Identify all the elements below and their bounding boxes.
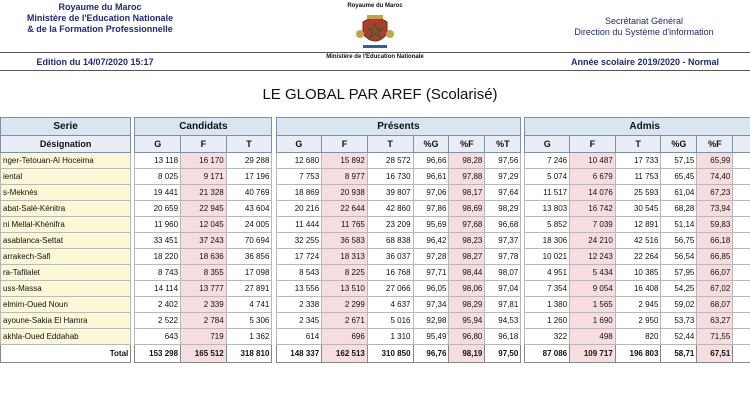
ppg-cell: 96,66 xyxy=(413,153,449,169)
af-cell: 7 039 xyxy=(570,217,616,233)
af-cell: 6 679 xyxy=(570,169,616,185)
ppf-cell: 96,80 xyxy=(449,329,485,345)
cf-cell: 37 243 xyxy=(181,233,227,249)
af-cell: 109 717 xyxy=(570,345,616,363)
ct-cell: 27 891 xyxy=(226,281,272,297)
pt-cell: 36 037 xyxy=(367,249,413,265)
cand-f-header: F xyxy=(181,136,227,153)
cf-cell: 9 171 xyxy=(181,169,227,185)
total-label: Total xyxy=(1,345,131,363)
ppg-cell: 95,69 xyxy=(413,217,449,233)
school-year: Année scolaire 2019/2020 - Normal xyxy=(570,57,720,67)
designation-cell: arrakech-Safi xyxy=(1,249,131,265)
empty-cell xyxy=(733,217,750,233)
empty-cell xyxy=(733,233,750,249)
table-row xyxy=(1,185,750,201)
apf-cell: 68,07 xyxy=(697,297,733,313)
ag-cell: 5 852 xyxy=(525,217,570,233)
ppg-cell: 95,49 xyxy=(413,329,449,345)
cf-cell: 18 636 xyxy=(181,249,227,265)
pres-g-header: G xyxy=(276,136,322,153)
candidats-header: Candidats xyxy=(135,118,272,136)
coat-of-arms-icon xyxy=(355,12,395,52)
ppg-cell: 97,86 xyxy=(413,201,449,217)
ppg-cell: 96,76 xyxy=(413,345,449,363)
pg-cell: 13 556 xyxy=(276,281,322,297)
pg-cell: 8 543 xyxy=(276,265,322,281)
adm-g-header: G xyxy=(525,136,570,153)
apg-cell: 56,75 xyxy=(661,233,697,249)
empty-cell xyxy=(733,249,750,265)
table-row xyxy=(1,329,750,345)
pf-cell: 15 892 xyxy=(322,153,368,169)
ag-cell: 10 021 xyxy=(525,249,570,265)
cg-cell: 2 522 xyxy=(135,313,181,329)
apf-cell: 66,85 xyxy=(697,249,733,265)
directorate-line-1: Secrétariat Général xyxy=(604,16,684,26)
ppg-cell: 97,71 xyxy=(413,265,449,281)
ag-cell: 7 246 xyxy=(525,153,570,169)
center-top-label: Royaume du Maroc xyxy=(347,3,403,9)
ppg-cell: 97,34 xyxy=(413,297,449,313)
ag-cell: 1 260 xyxy=(525,313,570,329)
ag-cell: 322 xyxy=(525,329,570,345)
apg-cell: 68,28 xyxy=(661,201,697,217)
pt-cell: 39 807 xyxy=(367,185,413,201)
ministry-header xyxy=(0,2,200,35)
cf-cell: 2 339 xyxy=(181,297,227,313)
pg-cell: 2 345 xyxy=(276,313,322,329)
ag-cell: 13 803 xyxy=(525,201,570,217)
pg-cell: 2 338 xyxy=(276,297,322,313)
cg-cell: 643 xyxy=(135,329,181,345)
top-divider xyxy=(0,52,750,53)
cf-cell: 22 945 xyxy=(181,201,227,217)
presents-header: Présents xyxy=(276,118,521,136)
pf-cell: 2 671 xyxy=(322,313,368,329)
apf-cell: 74,40 xyxy=(697,169,733,185)
ppf-cell: 97,88 xyxy=(449,169,485,185)
at-cell: 22 264 xyxy=(615,249,661,265)
designation-cell: ni Mellal-Khénifra xyxy=(1,217,131,233)
table-row xyxy=(1,153,750,169)
apg-cell: 65,45 xyxy=(661,169,697,185)
ppg-cell: 97,28 xyxy=(413,249,449,265)
pf-cell: 20 938 xyxy=(322,185,368,201)
apf-cell: 71,55 xyxy=(697,329,733,345)
pt-cell: 68 838 xyxy=(367,233,413,249)
ppt-cell: 97,29 xyxy=(485,169,521,185)
pf-cell: 8 225 xyxy=(322,265,368,281)
ppt-cell: 97,64 xyxy=(485,185,521,201)
af-cell: 9 054 xyxy=(570,281,616,297)
ag-cell: 1 380 xyxy=(525,297,570,313)
cg-cell: 2 402 xyxy=(135,297,181,313)
adm-t-header: T xyxy=(615,136,661,153)
apg-cell: 58,71 xyxy=(661,345,697,363)
ppt-cell: 97,04 xyxy=(485,281,521,297)
sub-header-row xyxy=(1,136,750,153)
pt-cell: 4 637 xyxy=(367,297,413,313)
ct-cell: 70 694 xyxy=(226,233,272,249)
ministry-line-1: Royaume du Maroc xyxy=(58,2,142,12)
pg-cell: 7 753 xyxy=(276,169,322,185)
cg-cell: 8 743 xyxy=(135,265,181,281)
apf-cell: 65,99 xyxy=(697,153,733,169)
apf-cell: 67,51 xyxy=(697,345,733,363)
table-row xyxy=(1,313,750,329)
ppt-cell: 97,81 xyxy=(485,297,521,313)
adm-extra-header xyxy=(733,136,750,153)
ct-cell: 1 362 xyxy=(226,329,272,345)
empty-cell xyxy=(733,281,750,297)
table-row xyxy=(1,265,750,281)
cg-cell: 19 441 xyxy=(135,185,181,201)
ppg-cell: 96,05 xyxy=(413,281,449,297)
at-cell: 25 593 xyxy=(615,185,661,201)
ppt-cell: 97,50 xyxy=(485,345,521,363)
pf-cell: 22 644 xyxy=(322,201,368,217)
ct-cell: 17 098 xyxy=(226,265,272,281)
pg-cell: 11 444 xyxy=(276,217,322,233)
cf-cell: 13 777 xyxy=(181,281,227,297)
pf-cell: 11 765 xyxy=(322,217,368,233)
pt-cell: 5 016 xyxy=(367,313,413,329)
serie-header: Serie xyxy=(1,118,131,136)
pf-cell: 13 510 xyxy=(322,281,368,297)
pt-cell: 42 860 xyxy=(367,201,413,217)
ct-cell: 29 288 xyxy=(226,153,272,169)
ppf-cell: 98,27 xyxy=(449,249,485,265)
ppg-cell: 96,61 xyxy=(413,169,449,185)
empty-cell xyxy=(733,313,750,329)
group-header-row xyxy=(1,118,750,136)
empty-cell xyxy=(733,297,750,313)
ct-cell: 4 741 xyxy=(226,297,272,313)
cf-cell: 21 328 xyxy=(181,185,227,201)
total-row xyxy=(1,345,750,363)
at-cell: 12 891 xyxy=(615,217,661,233)
designation-cell: nger-Tetouan-Al Hoceima xyxy=(1,153,131,169)
apg-cell: 54,25 xyxy=(661,281,697,297)
af-cell: 16 742 xyxy=(570,201,616,217)
ppf-cell: 97,68 xyxy=(449,217,485,233)
directorate-line-2: Direction du Système d'information xyxy=(574,27,714,37)
designation-cell: asablanca-Settat xyxy=(1,233,131,249)
ppt-cell: 96,18 xyxy=(485,329,521,345)
ag-cell: 5 074 xyxy=(525,169,570,185)
ppf-cell: 98,19 xyxy=(449,345,485,363)
at-cell: 42 516 xyxy=(615,233,661,249)
ppf-cell: 98,23 xyxy=(449,233,485,249)
ppf-cell: 98,44 xyxy=(449,265,485,281)
pt-cell: 28 572 xyxy=(367,153,413,169)
pg-cell: 148 337 xyxy=(276,345,322,363)
at-cell: 30 545 xyxy=(615,201,661,217)
table-row xyxy=(1,297,750,313)
ppt-cell: 97,37 xyxy=(485,233,521,249)
results-table xyxy=(0,117,750,363)
ag-cell: 11 517 xyxy=(525,185,570,201)
designation-cell: akhla-Oued Eddahab xyxy=(1,329,131,345)
adm-pg-header: %G xyxy=(661,136,697,153)
empty-cell xyxy=(733,345,750,363)
apg-cell: 61,04 xyxy=(661,185,697,201)
pf-cell: 696 xyxy=(322,329,368,345)
empty-cell xyxy=(733,185,750,201)
ppt-cell: 96,68 xyxy=(485,217,521,233)
ag-cell: 87 086 xyxy=(525,345,570,363)
af-cell: 12 243 xyxy=(570,249,616,265)
ppt-cell: 97,78 xyxy=(485,249,521,265)
pt-cell: 16 730 xyxy=(367,169,413,185)
cf-cell: 719 xyxy=(181,329,227,345)
af-cell: 1 565 xyxy=(570,297,616,313)
af-cell: 10 487 xyxy=(570,153,616,169)
ppg-cell: 97,06 xyxy=(413,185,449,201)
ct-cell: 36 856 xyxy=(226,249,272,265)
center-bottom-label: Ministère de l'Education Nationale xyxy=(326,54,424,60)
designation-cell: s-Meknès xyxy=(1,185,131,201)
ag-cell: 18 306 xyxy=(525,233,570,249)
ct-cell: 40 769 xyxy=(226,185,272,201)
af-cell: 5 434 xyxy=(570,265,616,281)
apf-cell: 67,23 xyxy=(697,185,733,201)
pres-f-header: F xyxy=(322,136,368,153)
apg-cell: 57,95 xyxy=(661,265,697,281)
ct-cell: 5 306 xyxy=(226,313,272,329)
ppf-cell: 98,29 xyxy=(449,297,485,313)
pt-cell: 1 310 xyxy=(367,329,413,345)
pres-pt-header: %T xyxy=(485,136,521,153)
pg-cell: 17 724 xyxy=(276,249,322,265)
pf-cell: 162 513 xyxy=(322,345,368,363)
apf-cell: 66,18 xyxy=(697,233,733,249)
af-cell: 24 210 xyxy=(570,233,616,249)
af-cell: 1 690 xyxy=(570,313,616,329)
apg-cell: 57,15 xyxy=(661,153,697,169)
apf-cell: 73,94 xyxy=(697,201,733,217)
designation-cell: iental xyxy=(1,169,131,185)
pg-cell: 20 216 xyxy=(276,201,322,217)
at-cell: 2 945 xyxy=(615,297,661,313)
cg-cell: 13 118 xyxy=(135,153,181,169)
at-cell: 820 xyxy=(615,329,661,345)
pf-cell: 18 313 xyxy=(322,249,368,265)
af-cell: 14 076 xyxy=(570,185,616,201)
empty-cell xyxy=(733,329,750,345)
pres-pf-header: %F xyxy=(449,136,485,153)
ppg-cell: 92,98 xyxy=(413,313,449,329)
admis-header: Admis xyxy=(525,118,750,136)
pf-cell: 36 583 xyxy=(322,233,368,249)
cg-cell: 20 659 xyxy=(135,201,181,217)
at-cell: 11 753 xyxy=(615,169,661,185)
pt-cell: 27 066 xyxy=(367,281,413,297)
ct-cell: 318 810 xyxy=(226,345,272,363)
ppt-cell: 98,29 xyxy=(485,201,521,217)
ppf-cell: 98,06 xyxy=(449,281,485,297)
designation-cell: uss-Massa xyxy=(1,281,131,297)
cand-t-header: T xyxy=(226,136,272,153)
cg-cell: 33 451 xyxy=(135,233,181,249)
designation-cell: abat-Salé-Kénitra xyxy=(1,201,131,217)
pf-cell: 8 977 xyxy=(322,169,368,185)
ppt-cell: 94,53 xyxy=(485,313,521,329)
designation-cell: ayoune-Sakia El Hamra xyxy=(1,313,131,329)
cand-g-header: G xyxy=(135,136,181,153)
ag-cell: 4 951 xyxy=(525,265,570,281)
ppf-cell: 98,69 xyxy=(449,201,485,217)
pg-cell: 32 255 xyxy=(276,233,322,249)
table-row xyxy=(1,249,750,265)
pg-cell: 12 680 xyxy=(276,153,322,169)
af-cell: 498 xyxy=(570,329,616,345)
pg-cell: 614 xyxy=(276,329,322,345)
ministry-line-2: Ministère de l'Education Nationale xyxy=(26,13,174,23)
empty-cell xyxy=(733,201,750,217)
directorate-header xyxy=(528,16,750,38)
designation-cell: ra-Tafilalet xyxy=(1,265,131,281)
cg-cell: 8 025 xyxy=(135,169,181,185)
page-title: LE GLOBAL PAR AREF (Scolarisé) xyxy=(262,86,498,103)
ppt-cell: 97,56 xyxy=(485,153,521,169)
apf-cell: 63,27 xyxy=(697,313,733,329)
cg-cell: 11 960 xyxy=(135,217,181,233)
pres-t-header: T xyxy=(367,136,413,153)
apg-cell: 56,54 xyxy=(661,249,697,265)
ppt-cell: 98,07 xyxy=(485,265,521,281)
adm-pf-header: %F xyxy=(697,136,733,153)
pt-cell: 310 850 xyxy=(367,345,413,363)
table-row xyxy=(1,201,750,217)
table-row xyxy=(1,217,750,233)
empty-cell xyxy=(733,153,750,169)
designation-header: Désignation xyxy=(1,136,131,153)
ppf-cell: 95,94 xyxy=(449,313,485,329)
pt-cell: 16 768 xyxy=(367,265,413,281)
pt-cell: 23 209 xyxy=(367,217,413,233)
table-row xyxy=(1,233,750,249)
apf-cell: 67,02 xyxy=(697,281,733,297)
table-row xyxy=(1,169,750,185)
at-cell: 17 733 xyxy=(615,153,661,169)
cf-cell: 12 045 xyxy=(181,217,227,233)
cf-cell: 165 512 xyxy=(181,345,227,363)
apg-cell: 59,02 xyxy=(661,297,697,313)
at-cell: 16 408 xyxy=(615,281,661,297)
cg-cell: 18 220 xyxy=(135,249,181,265)
designation-cell: elmim-Oued Noun xyxy=(1,297,131,313)
ct-cell: 43 604 xyxy=(226,201,272,217)
empty-cell xyxy=(733,169,750,185)
apg-cell: 53,73 xyxy=(661,313,697,329)
edition-date: Edition du 14/07/2020 15:17 xyxy=(36,57,154,67)
table-row xyxy=(1,281,750,297)
pres-pg-header: %G xyxy=(413,136,449,153)
cf-cell: 8 355 xyxy=(181,265,227,281)
cf-cell: 16 170 xyxy=(181,153,227,169)
pf-cell: 2 299 xyxy=(322,297,368,313)
at-cell: 2 950 xyxy=(615,313,661,329)
at-cell: 10 385 xyxy=(615,265,661,281)
cg-cell: 153 298 xyxy=(135,345,181,363)
ppg-cell: 96,42 xyxy=(413,233,449,249)
apg-cell: 52,44 xyxy=(661,329,697,345)
apf-cell: 59,83 xyxy=(697,217,733,233)
cf-cell: 2 784 xyxy=(181,313,227,329)
apf-cell: 66,07 xyxy=(697,265,733,281)
cg-cell: 14 114 xyxy=(135,281,181,297)
ministry-line-3: & de la Formation Professionnelle xyxy=(27,24,173,34)
ppf-cell: 98,17 xyxy=(449,185,485,201)
ag-cell: 7 354 xyxy=(525,281,570,297)
empty-cell xyxy=(733,265,750,281)
adm-f-header: F xyxy=(570,136,616,153)
apg-cell: 51,14 xyxy=(661,217,697,233)
ct-cell: 17 196 xyxy=(226,169,272,185)
ct-cell: 24 005 xyxy=(226,217,272,233)
bottom-divider xyxy=(0,70,750,71)
pg-cell: 18 869 xyxy=(276,185,322,201)
at-cell: 196 803 xyxy=(615,345,661,363)
ppf-cell: 98,28 xyxy=(449,153,485,169)
